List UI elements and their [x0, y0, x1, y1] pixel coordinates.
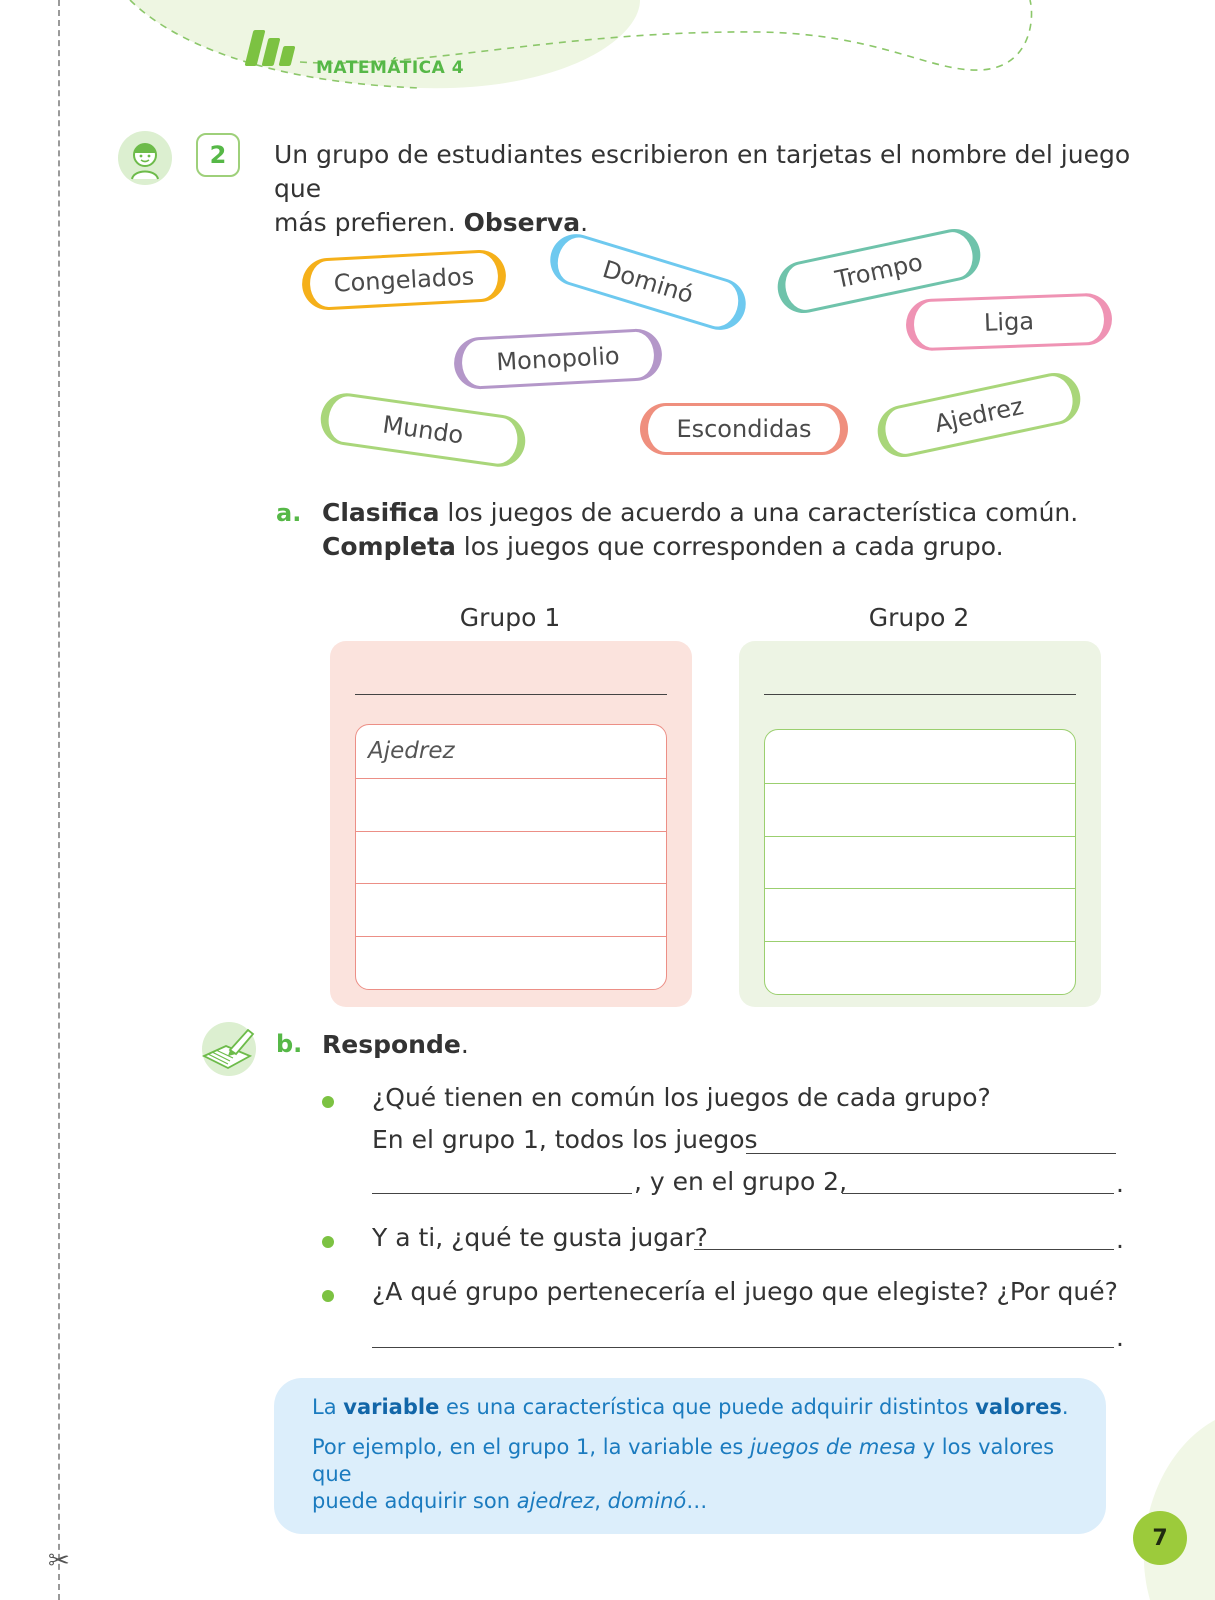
group-1-list [355, 724, 667, 990]
intro-text: más prefieren. [274, 208, 456, 237]
group-2-row[interactable] [765, 730, 1075, 783]
card-ajedrez: Ajedrez [873, 368, 1085, 462]
answer-blank-1[interactable] [746, 1153, 1116, 1154]
definition-text [312, 1394, 1072, 1421]
logo-bars-icon [245, 16, 305, 66]
info-text: y los valores que [312, 1435, 1055, 1486]
part-a-bold-1: Clasifica [322, 498, 440, 527]
part-b-bold: Responde [322, 1030, 461, 1059]
scissors-icon: ✂ [48, 1546, 70, 1576]
question-b1-line1: En el grupo 1, todos los juegos [372, 1125, 758, 1154]
part-a-letter: a. [276, 499, 302, 527]
card-mundo: Mundo [317, 390, 528, 470]
bullet-2 [322, 1236, 334, 1248]
definition-box [274, 1378, 1106, 1534]
group-2-title: Grupo 2 [868, 603, 970, 632]
group-2-row[interactable] [765, 783, 1075, 836]
group-2-row[interactable] [765, 836, 1075, 889]
part-a-text-1: los juegos de acuerdo a una característica común. [439, 498, 1079, 527]
group-2-panel [739, 641, 1101, 1007]
question-b1-line2: , y en el grupo 2, [634, 1167, 848, 1196]
answer-blank-5[interactable] [372, 1347, 1114, 1348]
info-text: La [312, 1395, 344, 1419]
question-b3: ¿A qué grupo pertenecería el juego que elegiste? ¿Por qué? [372, 1277, 1118, 1306]
info-italic: juegos de mesa [750, 1435, 917, 1459]
group-2-name-line[interactable] [764, 694, 1076, 695]
group-2-row[interactable] [765, 941, 1075, 994]
part-a-text-2: los juegos que corresponden a cada grupo. [455, 532, 1004, 561]
bullet-1 [322, 1096, 334, 1108]
card-trompo: Trompo [773, 224, 985, 318]
info-text: . [1061, 1395, 1069, 1419]
example-text [312, 1434, 1072, 1515]
question-b1: ¿Qué tienen en común los juegos de cada grupo? [372, 1083, 991, 1112]
question-number: 2 [196, 133, 240, 177]
intro-line-1: Un grupo de estudiantes escribieron en tarjetas el nombre del juego que [274, 140, 1131, 203]
card-escondidas: Escondidas [640, 403, 848, 455]
intro-end: . [580, 208, 589, 237]
info-text: … [686, 1489, 708, 1513]
group-1-row[interactable] [356, 883, 666, 936]
bullet-3 [322, 1290, 334, 1302]
group-1-name-line[interactable] [355, 694, 667, 695]
question-b2: Y a ti, ¿qué te gusta jugar? [372, 1223, 708, 1252]
header-decoration [0, 0, 1215, 110]
group-2-row[interactable] [765, 888, 1075, 941]
info-term-variable: variable [343, 1395, 440, 1419]
page-number: 7 [1133, 1511, 1187, 1565]
answer-blank-2[interactable] [372, 1193, 632, 1194]
group-1-row[interactable] [356, 778, 666, 831]
info-text: es una característica que puede adquirir distintos [439, 1395, 976, 1419]
intro-line-2 [274, 206, 1144, 240]
card-congelados: Congelados [301, 249, 507, 312]
info-term-valores: valores [975, 1395, 1062, 1419]
part-b-letter: b. [276, 1030, 303, 1058]
info-text: puede adquirir son [312, 1489, 517, 1513]
period-1: . [1116, 1169, 1124, 1198]
writing-notebook-icon [196, 1020, 258, 1078]
group-1-panel [330, 641, 692, 1007]
info-italic: dominó [607, 1489, 687, 1513]
corner-decoration [1120, 1420, 1215, 1600]
part-a-line-1 [322, 496, 1142, 530]
group-1-row[interactable]: Ajedrez [368, 738, 455, 765]
info-italic: ajedrez [516, 1489, 595, 1513]
card-domino: Dominó [544, 228, 752, 337]
group-1-row[interactable] [356, 936, 666, 989]
part-a-bold-2: Completa [322, 532, 456, 561]
part-a-text [322, 496, 1142, 564]
part-b-text [322, 1030, 469, 1059]
period-3: . [1116, 1323, 1124, 1352]
info-text: Por ejemplo, en el grupo 1, la variable es [312, 1435, 751, 1459]
book-title: MATEMÁTICA 4 [316, 58, 465, 78]
group-2-list [764, 729, 1076, 995]
cut-line [58, 0, 60, 1600]
question-intro [274, 138, 1144, 240]
part-a-line-2 [322, 530, 1142, 564]
group-1-title: Grupo 1 [459, 603, 561, 632]
period-2: . [1116, 1225, 1124, 1254]
card-monopolio: Monopolio [453, 328, 663, 391]
answer-blank-3[interactable] [842, 1193, 1114, 1194]
group-1-row[interactable] [356, 831, 666, 884]
part-b-end: . [460, 1030, 469, 1059]
intro-bold: Observa [463, 208, 581, 237]
student-avatar-icon [118, 131, 172, 185]
answer-blank-4[interactable] [694, 1249, 1114, 1250]
card-liga: Liga [905, 292, 1113, 351]
info-text: , [594, 1489, 608, 1513]
